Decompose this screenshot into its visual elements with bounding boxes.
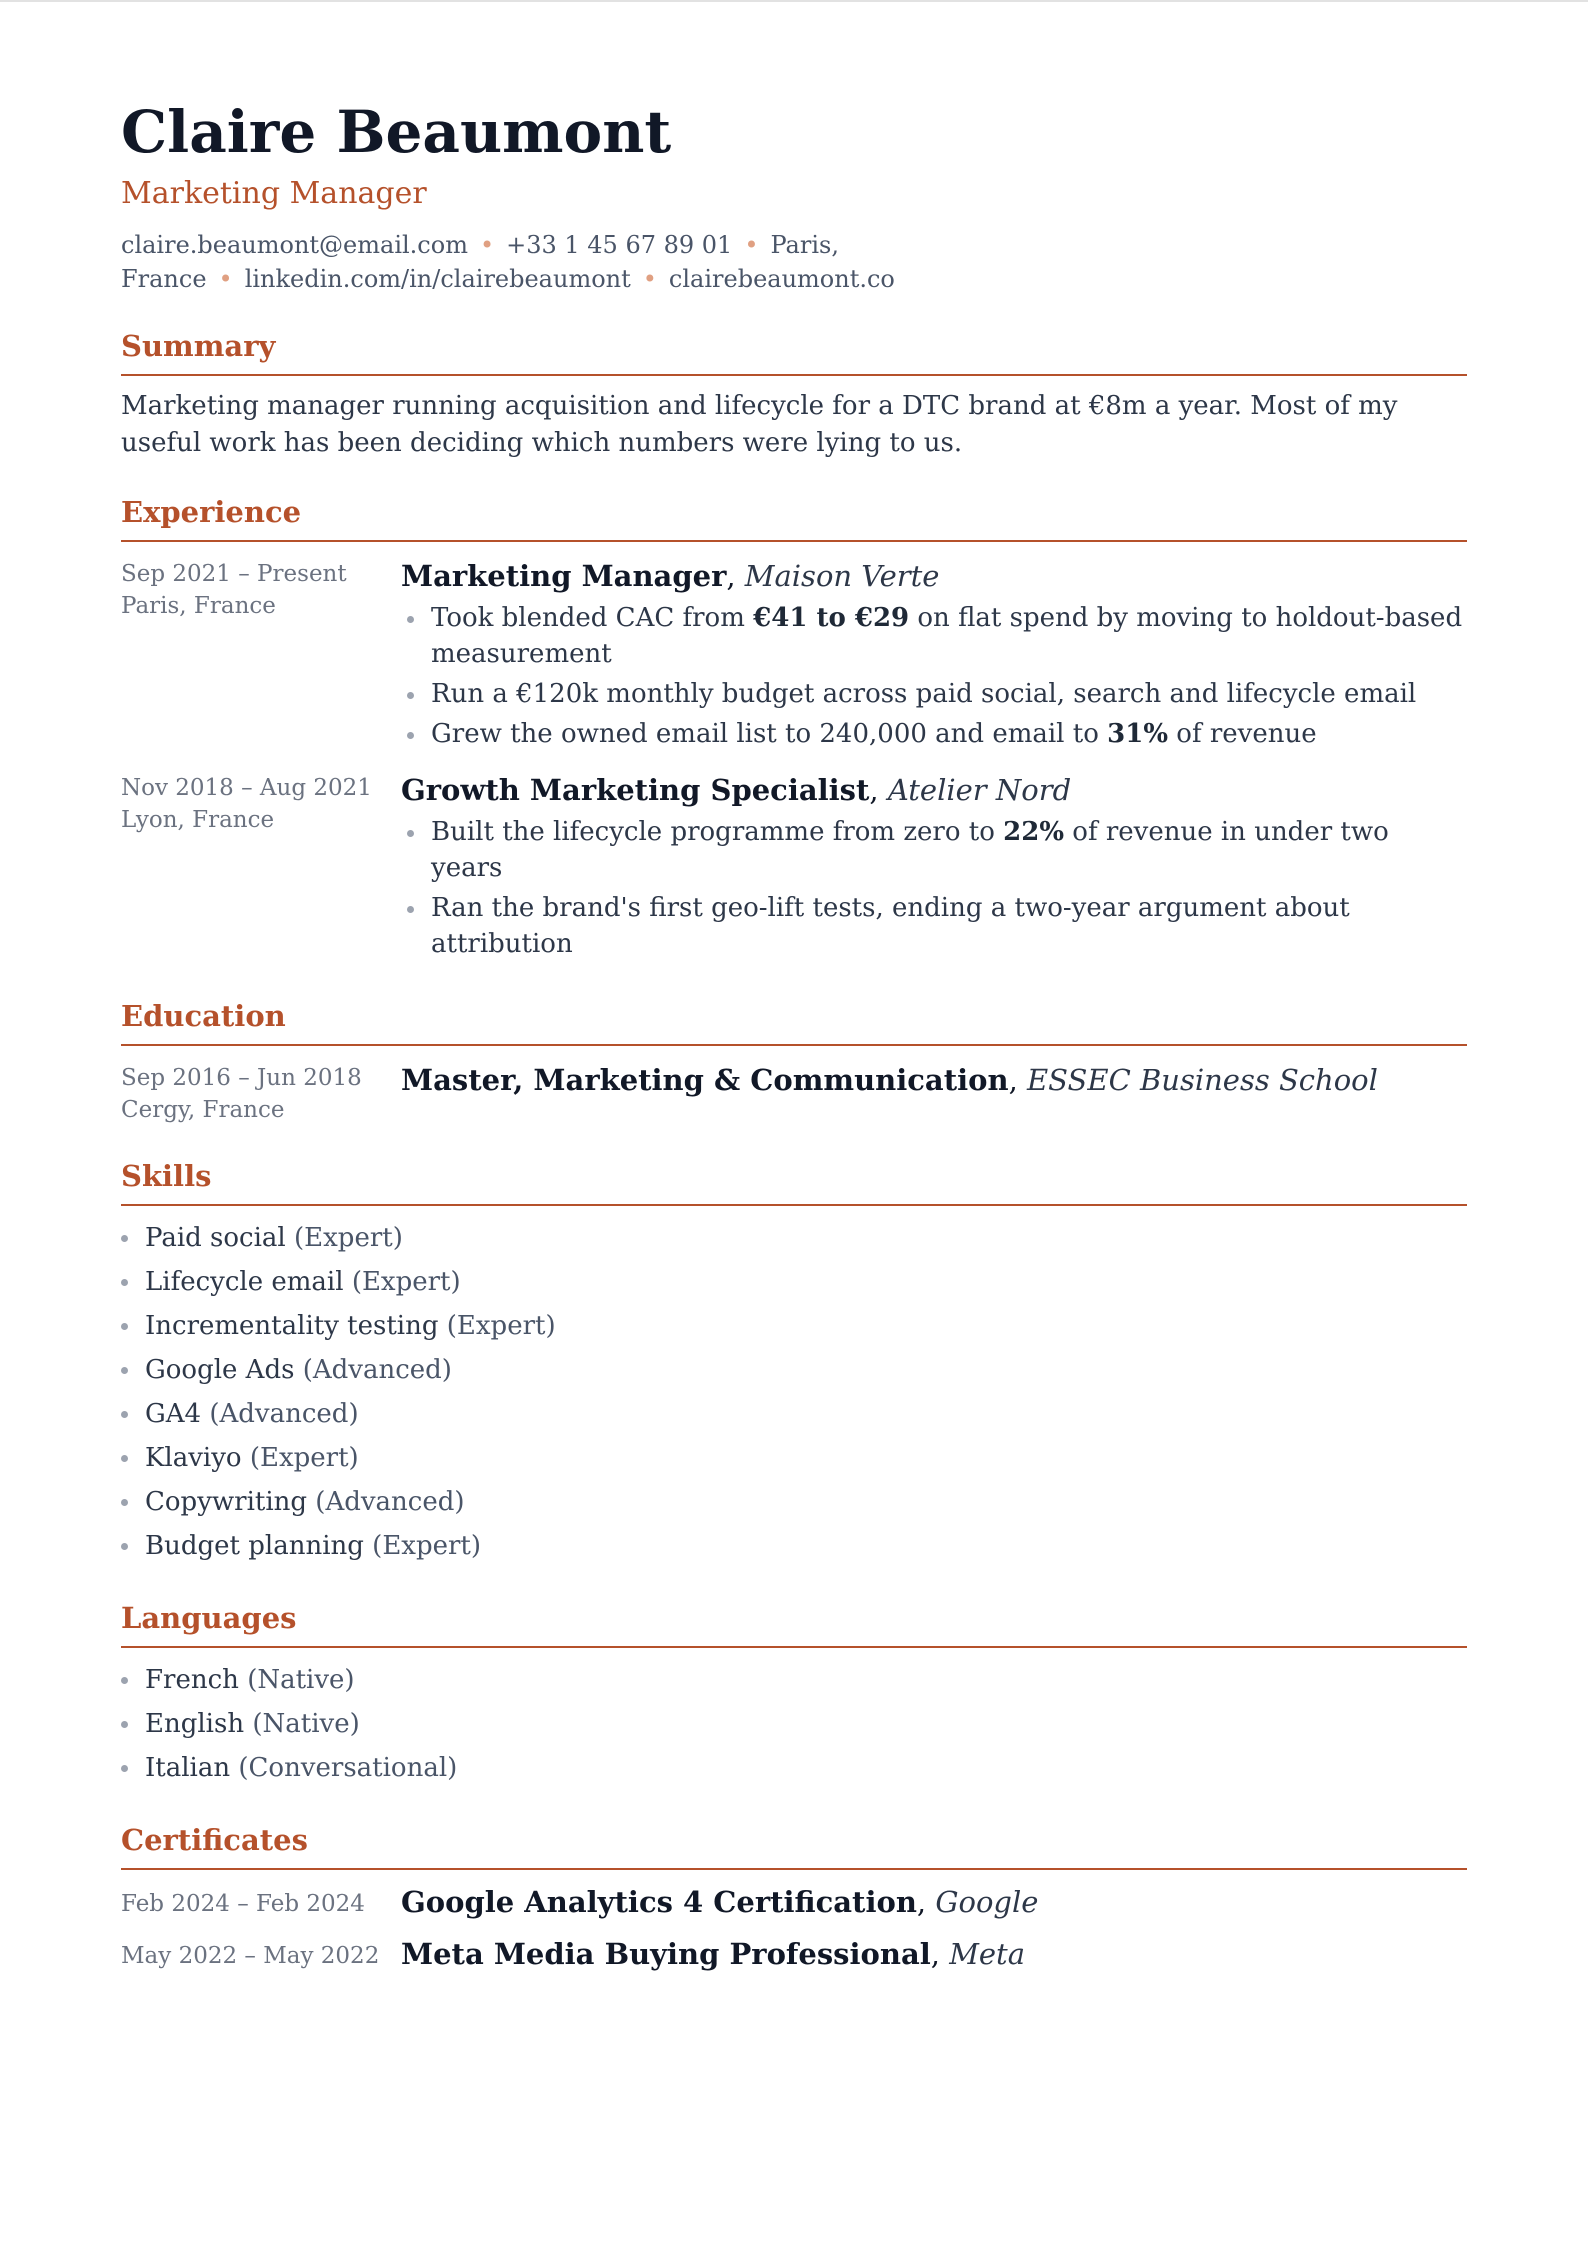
- entry-body: [401, 1882, 1467, 1922]
- entry-dates: Nov 2018 – Aug 2021: [121, 775, 372, 801]
- contact-phone[interactable]: +33 1 45 67 89 01: [506, 231, 733, 259]
- skills-section: [121, 1156, 1467, 1568]
- experience-section: [121, 492, 1467, 966]
- achievement-item: Run a €120k monthly budget across paid social, search and lifecycle email: [401, 676, 1467, 712]
- skill-item: Klaviyo (Expert): [121, 1436, 1467, 1480]
- entry-location: Paris, France: [121, 593, 276, 619]
- skills-title: Skills: [121, 1156, 1467, 1206]
- entry-heading: Marketing Manager, Maison Verte: [401, 559, 940, 593]
- languages-section: [121, 1598, 1467, 1790]
- entry-heading: Master, Marketing & Communication, ESSEC Business School: [401, 1063, 1378, 1097]
- certificates-section: [121, 1820, 1467, 1974]
- job-title: Marketing Manager: [401, 559, 727, 593]
- contact-website[interactable]: clairebeaumont.co: [668, 265, 895, 293]
- job-title: Growth Marketing Specialist: [401, 773, 870, 807]
- resume-page: [121, 96, 1467, 1974]
- entry-heading: Growth Marketing Specialist, Atelier Nord: [401, 773, 1072, 807]
- separator-dot: •: [642, 265, 657, 293]
- skill-item: Lifecycle email (Expert): [121, 1260, 1467, 1304]
- achievement-item: Ran the brand's first geo-lift tests, ending a two-year argument about attribution: [401, 890, 1467, 962]
- entry-dates: Sep 2021 – Present: [121, 561, 347, 587]
- skill-item: Budget planning (Expert): [121, 1524, 1467, 1568]
- certificate-entry: [121, 1882, 1467, 1922]
- education-entry: [121, 1060, 1467, 1126]
- candidate-role: Marketing Manager: [121, 176, 427, 211]
- entry-meta: [121, 556, 401, 756]
- experience-entry: [121, 556, 1467, 756]
- issuer: Meta: [949, 1937, 1025, 1971]
- entry-meta: [121, 770, 401, 966]
- summary-section: [121, 326, 1467, 462]
- certificate-entry: [121, 1934, 1467, 1974]
- contact-email[interactable]: claire.beaumont@email.com: [121, 231, 468, 259]
- employer: Atelier Nord: [887, 773, 1072, 807]
- candidate-name: Claire Beaumont: [121, 98, 672, 166]
- entry-heading: Google Analytics 4 Certification, Google: [401, 1885, 1039, 1919]
- contact-location: Paris, France: [121, 231, 839, 293]
- entry-body: [401, 770, 1467, 966]
- experience-entry: [121, 770, 1467, 966]
- entry-heading: Meta Media Buying Professional, Meta: [401, 1937, 1025, 1971]
- page-top-border: [0, 0, 1588, 2]
- entry-dates: Feb 2024 – Feb 2024: [121, 1891, 365, 1917]
- entry-location: Lyon, France: [121, 807, 275, 833]
- education-title: Education: [121, 996, 1467, 1046]
- language-item: English (Native): [121, 1702, 1467, 1746]
- achievement-list: [401, 600, 1467, 752]
- certificate-title: Google Analytics 4 Certification: [401, 1885, 917, 1919]
- contact-linkedin[interactable]: linkedin.com/in/clairebeaumont: [244, 265, 631, 293]
- resume-header: [121, 96, 1467, 296]
- certificate-title: Meta Media Buying Professional: [401, 1937, 931, 1971]
- skill-item: Paid social (Expert): [121, 1216, 1467, 1260]
- degree-title: Master, Marketing & Communication: [401, 1063, 1009, 1097]
- skill-item: Google Ads (Advanced): [121, 1348, 1467, 1392]
- entry-meta: [121, 1060, 401, 1126]
- certificates-title: Certificates: [121, 1820, 1467, 1870]
- contact-line: [121, 228, 895, 296]
- skill-item: GA4 (Advanced): [121, 1392, 1467, 1436]
- achievement-item: Built the lifecycle programme from zero to 22% of revenue in under two years: [401, 814, 1467, 886]
- languages-title: Languages: [121, 1598, 1467, 1648]
- language-item: French (Native): [121, 1658, 1467, 1702]
- employer: Maison Verte: [744, 559, 940, 593]
- skill-item: Copywriting (Advanced): [121, 1480, 1467, 1524]
- entry-body: [401, 1934, 1467, 1974]
- summary-title: Summary: [121, 326, 1467, 376]
- separator-dot: •: [744, 231, 759, 259]
- experience-title: Experience: [121, 492, 1467, 542]
- language-item: Italian (Conversational): [121, 1746, 1467, 1790]
- separator-dot: •: [479, 231, 495, 259]
- separator-dot: •: [218, 265, 233, 293]
- entry-location: Cergy, France: [121, 1097, 285, 1123]
- entry-dates: May 2022 – May 2022: [121, 1943, 380, 1969]
- achievement-list: [401, 814, 1467, 962]
- entry-dates: Sep 2016 – Jun 2018: [121, 1065, 362, 1091]
- achievement-item: Grew the owned email list to 240,000 and email to 31% of revenue: [401, 716, 1467, 752]
- education-section: [121, 996, 1467, 1126]
- achievement-item: Took blended CAC from €41 to €29 on flat spend by moving to holdout-based measurement: [401, 600, 1467, 672]
- summary-text: Marketing manager running acquisition and lifecycle for a DTC brand at €8m a year. Most of my useful work has been deciding which numbers were lying to us.: [121, 391, 1398, 458]
- entry-body: [401, 1060, 1467, 1126]
- entry-body: [401, 556, 1467, 756]
- skills-list: [121, 1216, 1467, 1568]
- issuer: Google: [935, 1885, 1039, 1919]
- languages-list: [121, 1658, 1467, 1790]
- school: ESSEC Business School: [1027, 1063, 1378, 1097]
- skill-item: Incrementality testing (Expert): [121, 1304, 1467, 1348]
